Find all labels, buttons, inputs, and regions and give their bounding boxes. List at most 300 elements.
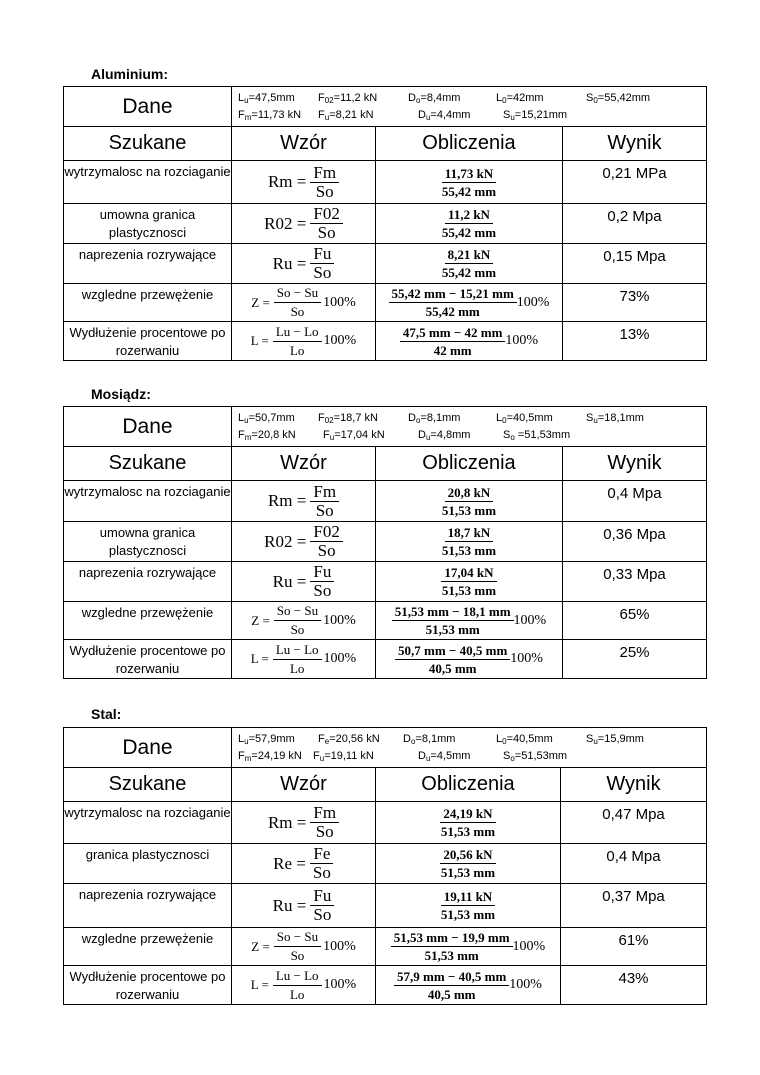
formula — [273, 845, 334, 882]
formula — [251, 967, 356, 1004]
fraction — [438, 888, 498, 923]
parameter-symbol: S — [586, 91, 594, 104]
fraction — [310, 483, 339, 520]
parameter-subscript: u — [425, 112, 431, 122]
table-row — [64, 802, 707, 844]
parameter-symbol: D — [418, 108, 426, 121]
fraction — [310, 563, 334, 600]
formula-percent: 100% — [323, 651, 357, 666]
fraction-numerator: Lu − Lo — [273, 967, 322, 986]
formula-lhs: L = — [250, 977, 269, 992]
parameter-symbol: F — [318, 732, 325, 745]
fraction-denominator: So — [315, 822, 334, 841]
fraction-denominator: 51,53 mm — [441, 583, 497, 598]
parameter-line — [238, 731, 706, 748]
parameter-value: =50,7mm — [248, 411, 295, 424]
fraction-numerator: Lu − Lo — [273, 641, 322, 660]
parameter-subscript: 0 — [502, 736, 507, 746]
fraction-numerator: F02 — [310, 205, 342, 224]
fraction — [310, 164, 339, 201]
quantity-name: naprezenia rozrywające — [64, 884, 232, 928]
parameter — [503, 427, 570, 446]
formula-lhs: Rm = — [267, 812, 307, 832]
parameter — [418, 427, 470, 446]
parameter-subscript: o — [415, 415, 421, 425]
table-row — [64, 562, 707, 602]
fraction-denominator: 40,5 mm — [427, 986, 476, 1002]
fraction — [310, 245, 334, 282]
fraction-denominator: 51,53 mm — [440, 865, 496, 880]
column-header-obliczenia: Obliczenia — [376, 768, 561, 802]
formula — [273, 887, 335, 924]
parameter-value: =17,04 kN — [334, 428, 385, 441]
parameter-subscript: u — [425, 753, 431, 763]
column-header-wzor: Wzór — [232, 768, 376, 802]
calculation-cell — [376, 640, 563, 679]
fraction-denominator: So — [317, 541, 336, 560]
fraction-numerator: 20,56 kN — [440, 846, 495, 864]
parameter-subscript: m — [244, 112, 252, 122]
formula-lhs: Z = — [251, 612, 270, 628]
calculation-cell — [376, 966, 561, 1005]
result-value: 0,33 Mpa — [563, 562, 707, 602]
fraction-numerator: So − Su — [274, 284, 321, 303]
column-header-wzor: Wzór — [232, 127, 376, 161]
parameter-line — [238, 410, 706, 427]
parameter-symbol: L — [238, 91, 245, 104]
fraction-denominator: Lo — [289, 342, 305, 358]
parameter-value: =8,1mm — [420, 411, 461, 424]
fraction-numerator: 50,7 mm − 40,5 mm — [395, 642, 510, 660]
header-row — [64, 447, 707, 481]
fraction — [274, 284, 321, 321]
fraction-denominator: 51,53 mm — [441, 543, 497, 558]
parameter-line — [238, 90, 706, 107]
parameter — [323, 427, 385, 446]
calculation-percent: 100% — [513, 612, 547, 628]
calculation-cell — [376, 204, 563, 244]
results-table — [63, 727, 707, 1005]
parameter-subscript: 0 — [593, 95, 598, 105]
parameter-subscript: u — [329, 432, 335, 442]
calculation-cell — [376, 481, 563, 522]
fraction-numerator: F02 — [310, 523, 342, 542]
results-table — [63, 406, 707, 679]
fraction — [392, 603, 514, 638]
parameter-value: =55,42mm — [597, 91, 651, 104]
parameter-subscript: 0 — [502, 415, 507, 425]
fraction — [310, 205, 342, 242]
formula-cell — [232, 802, 376, 844]
fraction-denominator: So — [313, 581, 332, 600]
fraction-numerator: 51,53 mm − 19,9 mm — [391, 929, 513, 947]
parameter-symbol: F — [238, 428, 245, 441]
quantity-name: wzgledne przewężenie — [64, 928, 232, 966]
fraction-denominator: So — [290, 948, 305, 963]
formula — [264, 523, 343, 560]
parameter — [318, 107, 374, 126]
quantity-name: naprezenia rozrywające — [64, 562, 232, 602]
formula — [264, 205, 343, 242]
fraction-denominator: So — [315, 181, 334, 201]
parameter-subscript: o — [510, 432, 515, 442]
formula-percent: 100% — [323, 977, 357, 992]
formula-cell — [232, 640, 376, 679]
calculation-cell — [376, 844, 561, 884]
header-row — [64, 127, 707, 161]
formula — [251, 284, 356, 321]
formula-lhs: R02 = — [264, 213, 307, 233]
calculation-cell — [376, 928, 561, 966]
parameter-value: =4,5mm — [430, 749, 471, 762]
fraction-numerator: 19,11 kN — [441, 888, 495, 906]
formula-percent: 100% — [323, 294, 356, 310]
parameter-symbol: L — [496, 732, 503, 745]
column-header-wynik: Wynik — [561, 768, 707, 802]
parameter-value: =51,53mm — [514, 428, 571, 441]
parameter — [238, 107, 301, 126]
fraction-denominator: 55,42 mm — [441, 225, 497, 240]
dane-row — [64, 87, 707, 127]
formula-lhs: R02 = — [264, 531, 307, 551]
calculation — [439, 564, 499, 599]
formula-lhs: L = — [250, 651, 269, 666]
calculation-percent: 100% — [505, 333, 539, 348]
fraction — [310, 523, 342, 560]
formula-lhs: Rm = — [267, 172, 307, 191]
results-table — [63, 86, 707, 361]
calculation-cell — [376, 562, 563, 602]
parameter-subscript: u — [319, 753, 325, 763]
fraction-numerator: 20,8 kN — [445, 484, 494, 502]
parameter-symbol: L — [496, 411, 503, 424]
parameter-value: =40,5mm — [506, 732, 553, 745]
calculation — [439, 165, 499, 200]
given-parameters — [232, 87, 707, 127]
fraction — [310, 887, 334, 924]
parameter-subscript: m — [244, 753, 252, 763]
parameter-subscript: 02 — [324, 415, 334, 425]
result-value: 25% — [563, 640, 707, 679]
quantity-name: Wydłużenie procentowe po rozerwaniu — [64, 966, 232, 1005]
formula-cell — [232, 284, 376, 322]
parameter-symbol: F — [238, 108, 245, 121]
formula-lhs: Re = — [273, 853, 306, 873]
fraction-numerator: So − Su — [274, 602, 321, 621]
result-value: 61% — [561, 928, 707, 966]
parameter-symbol: S — [503, 108, 511, 121]
parameter-value: =19,11 kN — [324, 749, 374, 762]
formula-cell — [232, 884, 376, 928]
result-value: 0,4 Mpa — [563, 481, 707, 522]
fraction-numerator: 11,2 kN — [445, 206, 493, 224]
formula — [251, 641, 356, 678]
parameter-value: =11,2 kN — [333, 91, 378, 104]
quantity-name: umowna granica plastycznosci — [64, 204, 232, 244]
formula-cell — [232, 522, 376, 562]
fraction-denominator: So — [312, 863, 331, 882]
formula-lhs: Z = — [251, 294, 270, 310]
parameter-value: =42mm — [506, 91, 544, 104]
parameter-symbol: F — [323, 428, 330, 441]
fraction-numerator: 55,42 mm − 15,21 mm — [389, 285, 517, 303]
calculation — [439, 484, 499, 519]
parameter-symbol: D — [418, 428, 426, 441]
quantity-name: granica plastycznosci — [64, 844, 232, 884]
calculation-percent: 100% — [510, 651, 543, 666]
fraction — [439, 564, 499, 599]
quantity-name: Wydłużenie procentowe po rozerwaniu — [64, 322, 232, 361]
fraction — [394, 968, 509, 1003]
fraction-denominator: 55,42 mm — [441, 183, 497, 199]
given-parameters — [232, 407, 707, 447]
fraction-denominator: 55,42 mm — [425, 304, 480, 319]
quantity-name: wytrzymalosc na rozciaganie — [64, 802, 232, 844]
fraction-denominator: 51,53 mm — [441, 502, 497, 518]
calculation-percent: 100% — [509, 977, 542, 992]
table-row — [64, 481, 707, 522]
fraction-numerator: So − Su — [274, 928, 321, 947]
fraction-denominator: So — [317, 223, 336, 242]
fraction-denominator: So — [313, 905, 332, 924]
parameter — [238, 427, 296, 446]
column-header-szukane: Szukane — [64, 447, 232, 481]
formula — [268, 164, 339, 201]
calculation — [395, 642, 543, 677]
result-value: 0,37 Mpa — [561, 884, 707, 928]
formula — [251, 928, 356, 965]
quantity-name: wytrzymalosc na rozciaganie — [64, 481, 232, 522]
result-value: 0,36 Mpa — [563, 522, 707, 562]
result-value: 13% — [563, 322, 707, 361]
fraction-denominator: 51,53 mm — [424, 948, 479, 963]
formula — [268, 804, 339, 841]
parameter-value: =4,8mm — [430, 428, 471, 441]
result-value: 0,4 Mpa — [561, 844, 707, 884]
parameter-subscript: m — [244, 432, 252, 442]
parameter-subscript: u — [593, 415, 598, 425]
fraction — [400, 324, 505, 359]
calculation — [438, 846, 498, 881]
formula-cell — [232, 244, 376, 284]
parameter-value: =20,8 kN — [251, 428, 296, 441]
formula-cell — [232, 322, 376, 361]
fraction — [273, 967, 322, 1004]
parameter-subscript: o — [510, 753, 515, 763]
calculation — [439, 524, 499, 559]
calculation — [438, 888, 498, 923]
parameter-value: =20,56 kN — [329, 732, 380, 745]
fraction — [273, 323, 322, 360]
formula-percent: 100% — [323, 333, 357, 348]
result-value: 43% — [561, 966, 707, 1005]
dane-row — [64, 407, 707, 447]
fraction — [310, 845, 334, 882]
fraction-numerator: Fu — [310, 563, 334, 582]
parameter-subscript: u — [425, 432, 431, 442]
parameter-symbol: D — [408, 91, 416, 104]
parameter-value: =57,9mm — [248, 732, 295, 745]
formula — [268, 483, 339, 520]
parameter-line — [238, 107, 706, 124]
column-header-obliczenia: Obliczenia — [376, 447, 563, 481]
fraction — [439, 524, 499, 559]
table-row — [64, 844, 707, 884]
result-value: 0,21 MPa — [563, 161, 707, 204]
dane-label: Dane — [64, 728, 232, 768]
parameter-symbol: F — [318, 411, 325, 424]
calculation-cell — [376, 322, 563, 361]
section-title: Aluminium: — [91, 66, 168, 82]
table-row — [64, 284, 707, 322]
fraction-numerator: 11,73 kN — [442, 165, 496, 183]
header-row — [64, 768, 707, 802]
formula-lhs: Ru = — [272, 571, 307, 591]
column-header-szukane: Szukane — [64, 768, 232, 802]
parameter-symbol: F — [318, 91, 325, 104]
parameter-value: =8,1mm — [415, 732, 456, 745]
parameter-value: =40,5mm — [506, 411, 553, 424]
table-row — [64, 640, 707, 679]
formula-cell — [232, 161, 376, 204]
parameter-value: =8,4mm — [420, 91, 461, 104]
parameter-value: =15,9mm — [597, 732, 644, 745]
result-value: 0,2 Mpa — [563, 204, 707, 244]
parameter-subscript: 02 — [324, 95, 334, 105]
calculation — [389, 285, 550, 320]
calculation — [439, 246, 499, 281]
fraction-denominator: So — [290, 304, 305, 319]
fraction-denominator: So — [290, 622, 305, 637]
formula — [251, 602, 356, 639]
formula-lhs: Rm = — [267, 491, 307, 510]
parameter-symbol: L — [238, 732, 245, 745]
column-header-obliczenia: Obliczenia — [376, 127, 563, 161]
fraction-numerator: Fm — [310, 483, 339, 502]
result-value: 73% — [563, 284, 707, 322]
fraction — [274, 928, 321, 965]
formula — [273, 563, 335, 600]
fraction-numerator: Fm — [310, 164, 339, 183]
formula-percent: 100% — [323, 938, 356, 954]
fraction-numerator: Fm — [310, 804, 339, 823]
quantity-name: wzgledne przewężenie — [64, 602, 232, 640]
fraction — [439, 484, 499, 519]
fraction — [389, 285, 517, 320]
calculation-cell — [376, 602, 563, 640]
fraction-denominator: 55,42 mm — [441, 265, 497, 280]
fraction-numerator: Fe — [310, 845, 333, 864]
parameter — [503, 748, 567, 767]
parameter-value: =11,73 kN — [251, 108, 302, 121]
table-row — [64, 602, 707, 640]
section-title: Stal: — [91, 706, 122, 722]
formula-lhs: Z = — [251, 938, 270, 954]
parameter-symbol: S — [503, 749, 511, 762]
parameter-subscript: u — [324, 112, 330, 122]
formula-cell — [232, 204, 376, 244]
formula-lhs: Ru = — [272, 895, 307, 915]
fraction-numerator: 24,19 kN — [440, 805, 495, 823]
dane-label: Dane — [64, 407, 232, 447]
parameter-subscript: o — [415, 95, 421, 105]
formula-percent: 100% — [323, 612, 356, 628]
parameter-subscript: e — [324, 736, 330, 746]
fraction-numerator: 47,5 mm − 42 mm — [400, 324, 505, 342]
result-value: 65% — [563, 602, 707, 640]
formula-cell — [232, 481, 376, 522]
formula — [273, 245, 335, 282]
result-value: 0,15 Mpa — [563, 244, 707, 284]
result-value: 0,47 Mpa — [561, 802, 707, 844]
parameter-symbol: S — [503, 428, 511, 441]
parameter-symbol: S — [586, 411, 594, 424]
parameter-value: =18,1mm — [597, 411, 644, 424]
parameter — [418, 107, 470, 126]
fraction — [439, 165, 499, 200]
formula-cell — [232, 928, 376, 966]
parameter-subscript: 0 — [502, 95, 507, 105]
given-parameters — [232, 728, 707, 768]
parameter-symbol: F — [313, 749, 320, 762]
column-header-wzor: Wzór — [232, 447, 376, 481]
parameter-symbol: D — [408, 411, 416, 424]
table-row — [64, 966, 707, 1005]
calculation-cell — [376, 522, 563, 562]
dane-row — [64, 728, 707, 768]
parameter-symbol: D — [418, 749, 426, 762]
quantity-name: Wydłużenie procentowe po rozerwaniu — [64, 640, 232, 679]
formula-cell — [232, 844, 376, 884]
fraction — [438, 846, 498, 881]
parameter-subscript: u — [510, 112, 515, 122]
dane-label: Dane — [64, 87, 232, 127]
parameter-subscript: u — [244, 415, 249, 425]
calculation — [438, 805, 498, 840]
quantity-name: wytrzymalosc na rozciaganie — [64, 161, 232, 204]
fraction — [439, 246, 499, 281]
calculation-cell — [376, 244, 563, 284]
calculation-cell — [376, 161, 563, 204]
table-row — [64, 322, 707, 361]
quantity-name: naprezenia rozrywające — [64, 244, 232, 284]
parameter-symbol: F — [238, 749, 245, 762]
fraction-numerator: 57,9 mm − 40,5 mm — [394, 968, 509, 986]
parameter-value: =18,7 kN — [333, 411, 378, 424]
fraction-denominator: So — [313, 263, 332, 282]
parameter-symbol: L — [238, 411, 245, 424]
fraction-numerator: 51,53 mm − 18,1 mm — [392, 603, 514, 621]
fraction-denominator: Lo — [289, 986, 305, 1002]
calculation — [400, 324, 538, 359]
fraction-denominator: 42 mm — [433, 342, 472, 358]
parameter-symbol: D — [403, 732, 411, 745]
column-header-wynik: Wynik — [563, 447, 707, 481]
quantity-name: wzgledne przewężenie — [64, 284, 232, 322]
parameter-line — [238, 748, 706, 765]
fraction-denominator: 51,53 mm — [440, 907, 496, 922]
fraction-denominator: 40,5 mm — [428, 660, 477, 676]
parameter — [238, 748, 302, 767]
column-header-wynik: Wynik — [563, 127, 707, 161]
table-row — [64, 884, 707, 928]
formula-cell — [232, 562, 376, 602]
parameter-subscript: u — [244, 95, 249, 105]
fraction-denominator: Lo — [289, 660, 305, 676]
parameter-value: =8,21 kN — [329, 108, 374, 121]
fraction — [438, 805, 498, 840]
fraction — [310, 804, 339, 841]
